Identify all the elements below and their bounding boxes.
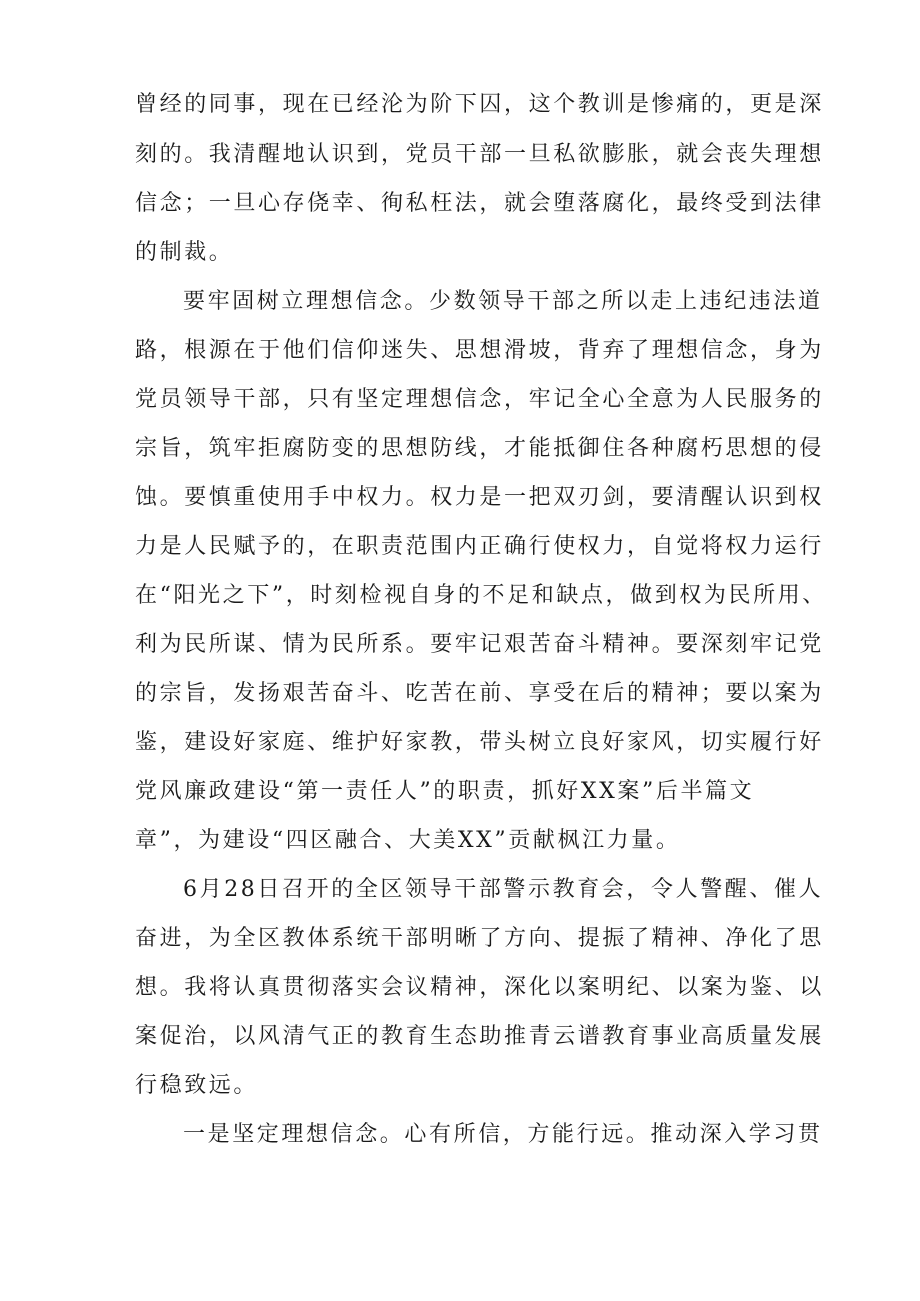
text-line: 宗旨，筑牢拒腐防变的思想防线，才能抵御住各种腐朽思想的侵 bbox=[135, 436, 824, 461]
text-line: 章”，为建设“四区融合、大美XX”贡献枫江力量。 bbox=[135, 828, 681, 853]
text-line: 党员领导干部，只有坚定理想信念，牢记全心全意为人民服务的 bbox=[135, 387, 824, 412]
text-line: 的制裁。 bbox=[135, 240, 234, 265]
text-line: 曾经的同事，现在已经沦为阶下囚，这个教训是惨痛的，更是深 bbox=[135, 92, 824, 117]
paragraph-first-line: 一是坚定理想信念。心有所信，方能行远。推动深入学习贯 bbox=[183, 1122, 823, 1147]
text-line: 鉴，建设好家庭、维护好家教，带头树立良好家风，切实履行好 bbox=[135, 730, 824, 755]
text-line: 信念；一旦心存侥幸、徇私枉法，就会堕落腐化，最终受到法律 bbox=[135, 191, 824, 216]
text-line: 刻的。我清醒地认识到，党员干部一旦私欲膨胀，就会丧失理想 bbox=[135, 142, 824, 167]
text-line: 奋进，为全区教体系统干部明晰了方向、提振了精神、净化了思 bbox=[135, 926, 824, 951]
paragraph-first-line: 要牢固树立理想信念。少数领导干部之所以走上违纪违法道 bbox=[183, 289, 823, 314]
text-line: 利为民所谋、情为民所系。要牢记艰苦奋斗精神。要深刻牢记党 bbox=[135, 632, 824, 657]
text-line: 蚀。要慎重使用手中权力。权力是一把双刃剑，要清醒认识到权 bbox=[135, 485, 824, 510]
text-line: 的宗旨，发扬艰苦奋斗、吃苦在前、享受在后的精神；要以案为 bbox=[135, 681, 824, 706]
text-line: 案促治，以风清气正的教育生态助推青云谱教育事业高质量发展 bbox=[135, 1024, 824, 1049]
text-line: 行稳致远。 bbox=[135, 1073, 259, 1098]
text-line: 路，根源在于他们信仰迷失、思想滑坡，背弃了理想信念，身为 bbox=[135, 338, 824, 363]
text-line: 力是人民赋予的，在职责范围内正确行使权力，自觉将权力运行 bbox=[135, 534, 824, 559]
paragraph-first-line: 6月28日召开的全区领导干部警示教育会，令人警醒、催人 bbox=[183, 877, 824, 902]
text-line: 在“阳光之下”，时刻检视自身的不足和缺点，做到权为民所用、 bbox=[135, 583, 827, 608]
text-line: 想。我将认真贯彻落实会议精神，深化以案明纪、以案为鉴、以 bbox=[135, 975, 824, 1000]
text-line: 党风廉政建设“第一责任人”的职责，抓好XX案”后半篇文 bbox=[135, 779, 755, 804]
